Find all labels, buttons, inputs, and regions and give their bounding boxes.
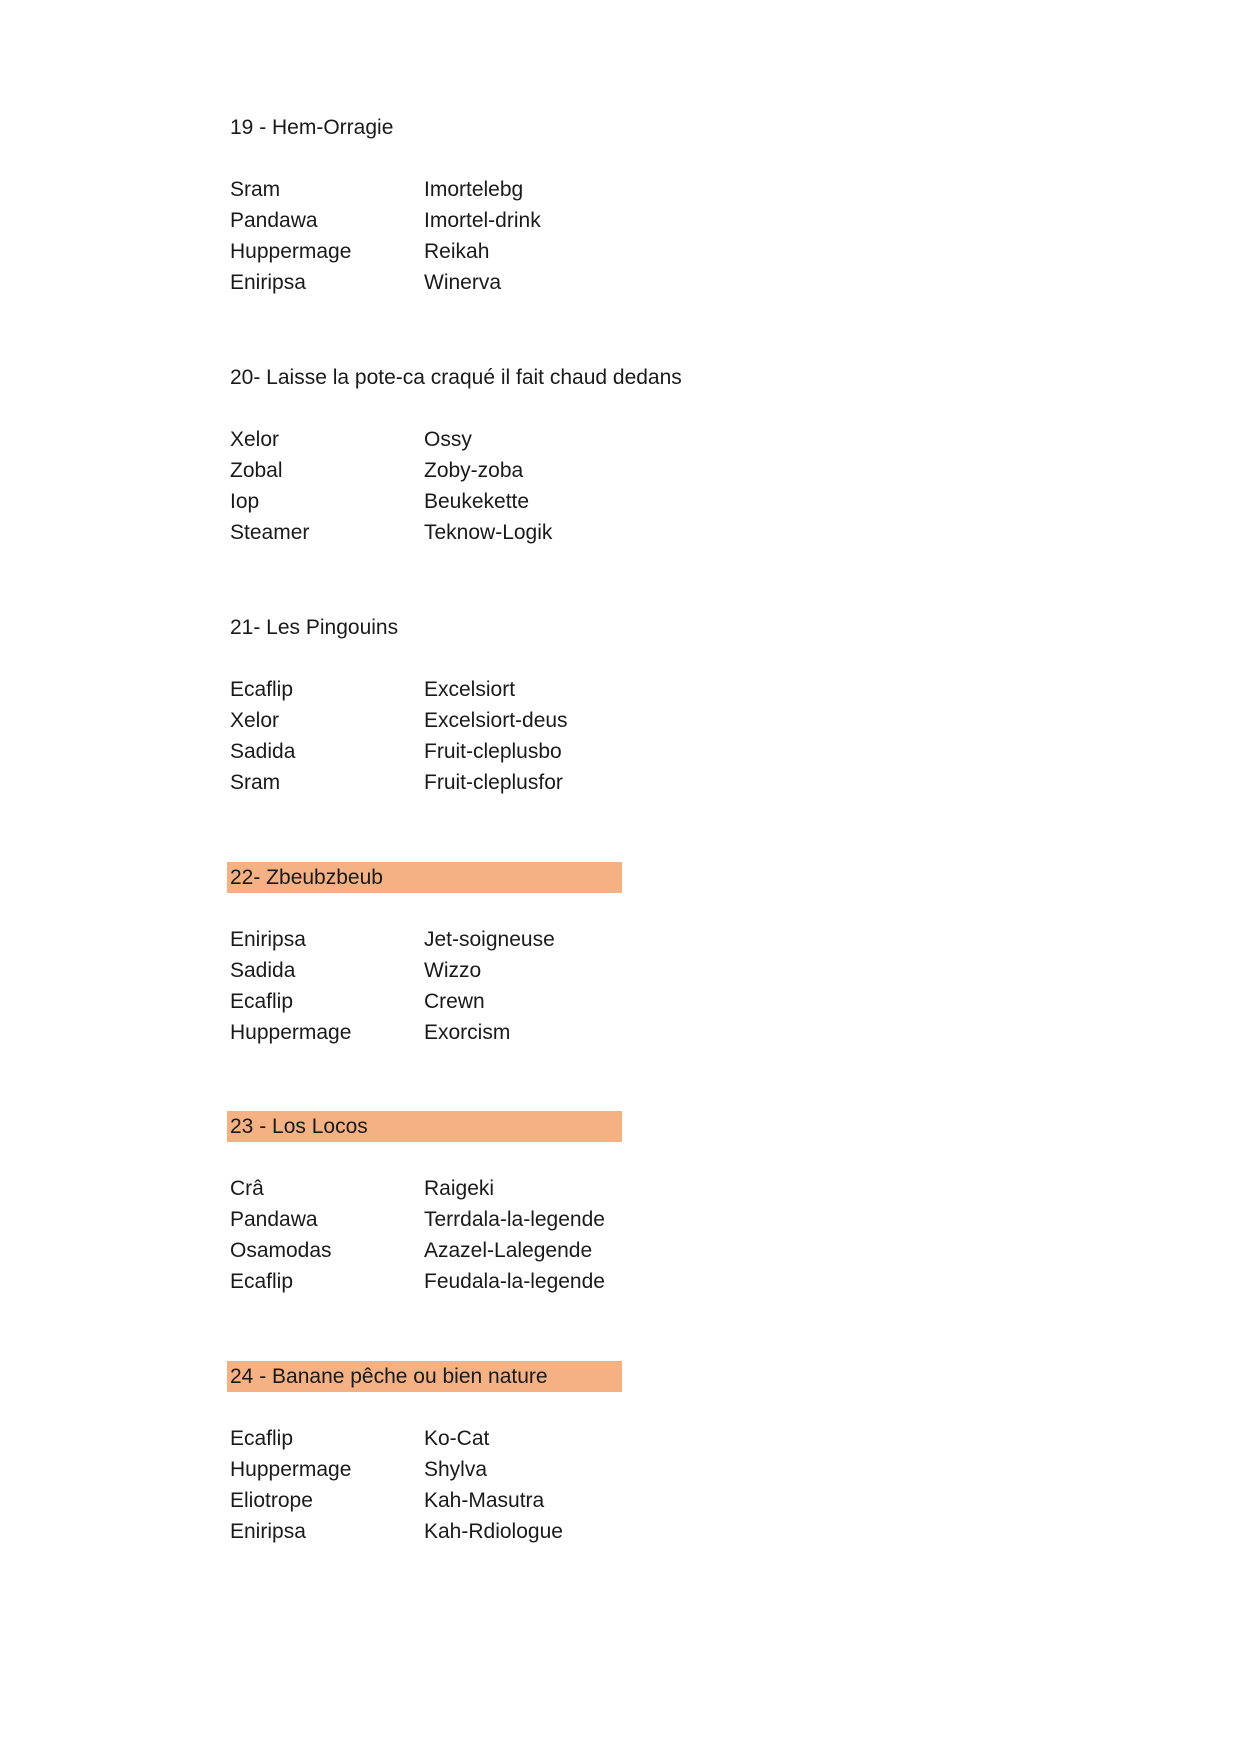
team-block <box>227 1361 687 1547</box>
member-name: Ko-Cat <box>424 1427 490 1450</box>
member-name: Wizzo <box>424 959 482 982</box>
member-row <box>227 455 687 486</box>
member-name: Reikah <box>424 240 490 263</box>
member-class: Huppermage <box>230 1021 352 1044</box>
member-row <box>227 1173 687 1204</box>
member-row <box>227 486 687 517</box>
member-class: Ecaflip <box>230 1270 294 1293</box>
member-class: Crâ <box>230 1177 264 1200</box>
member-row <box>227 1485 687 1516</box>
member-name: Winerva <box>424 271 502 294</box>
member-row <box>227 236 687 267</box>
member-name: Zoby-zoba <box>424 459 524 482</box>
team-block <box>227 362 687 548</box>
team-title-highlighted: 24 - Banane pêche ou bien nature <box>227 1361 622 1392</box>
member-name: Kah-Masutra <box>424 1489 545 1512</box>
team-block <box>227 1111 687 1297</box>
member-class: Zobal <box>230 459 283 482</box>
member-class: Ecaflip <box>230 1427 294 1450</box>
team-title: 20- Laisse la pote-ca craqué il fait chaud dedans <box>230 366 682 389</box>
member-row <box>227 986 687 1017</box>
member-class: Eniripsa <box>230 1520 306 1543</box>
member-row <box>227 205 687 236</box>
member-name: Feudala-la-legende <box>424 1270 605 1293</box>
member-list <box>227 174 687 298</box>
member-name: Excelsiort <box>424 678 516 701</box>
member-list <box>227 924 687 1048</box>
member-row <box>227 1516 687 1547</box>
member-name: Terrdala-la-legende <box>424 1208 605 1231</box>
member-row <box>227 517 687 548</box>
member-class: Eliotrope <box>230 1489 313 1512</box>
member-list <box>227 674 687 798</box>
member-class: Eniripsa <box>230 928 306 951</box>
member-list <box>227 1173 687 1297</box>
member-name: Jet-soigneuse <box>424 928 555 951</box>
member-name: Imortelebg <box>424 178 524 201</box>
team-block <box>227 112 687 298</box>
member-class: Osamodas <box>230 1239 332 1262</box>
member-class: Steamer <box>230 521 310 544</box>
member-row <box>227 1454 687 1485</box>
member-name: Imortel-drink <box>424 209 541 232</box>
member-class: Sadida <box>230 740 296 763</box>
team-title: 21- Les Pingouins <box>230 616 399 639</box>
member-name: Ossy <box>424 428 472 451</box>
member-row <box>227 705 687 736</box>
member-row <box>227 674 687 705</box>
member-row <box>227 1204 687 1235</box>
member-row <box>227 1423 687 1454</box>
member-class: Eniripsa <box>230 271 306 294</box>
member-row <box>227 267 687 298</box>
member-class: Pandawa <box>230 1208 318 1231</box>
member-row <box>227 1235 687 1266</box>
member-class: Sram <box>230 771 281 794</box>
member-class: Iop <box>230 490 260 513</box>
team-title: 19 - Hem-Orragie <box>230 116 394 139</box>
member-row <box>227 1266 687 1297</box>
member-name: Crewn <box>424 990 485 1013</box>
member-name: Excelsiort-deus <box>424 709 568 732</box>
team-block <box>227 612 687 798</box>
member-class: Ecaflip <box>230 678 294 701</box>
member-class: Huppermage <box>230 1458 352 1481</box>
member-class: Sram <box>230 178 281 201</box>
team-title-highlighted: 23 - Los Locos <box>227 1111 622 1142</box>
member-row <box>227 767 687 798</box>
member-row <box>227 174 687 205</box>
member-class: Sadida <box>230 959 296 982</box>
member-name: Beukekette <box>424 490 530 513</box>
member-name: Fruit-cleplusbo <box>424 740 562 763</box>
member-name: Teknow-Logik <box>424 521 553 544</box>
team-title-highlighted: 22- Zbeubzbeub <box>227 862 622 893</box>
member-row <box>227 955 687 986</box>
member-row <box>227 736 687 767</box>
member-name: Exorcism <box>424 1021 511 1044</box>
member-name: Kah-Rdiologue <box>424 1520 563 1543</box>
member-class: Xelor <box>230 428 280 451</box>
member-name: Shylva <box>424 1458 488 1481</box>
member-row <box>227 424 687 455</box>
member-class: Huppermage <box>230 240 352 263</box>
member-list <box>227 1423 687 1547</box>
member-row <box>227 1017 687 1048</box>
member-name: Raigeki <box>424 1177 495 1200</box>
member-class: Xelor <box>230 709 280 732</box>
member-class: Ecaflip <box>230 990 294 1013</box>
member-class: Pandawa <box>230 209 318 232</box>
member-name: Fruit-cleplusfor <box>424 771 563 794</box>
member-row <box>227 924 687 955</box>
team-block <box>227 862 687 1048</box>
member-list <box>227 424 687 548</box>
member-name: Azazel-Lalegende <box>424 1239 593 1262</box>
